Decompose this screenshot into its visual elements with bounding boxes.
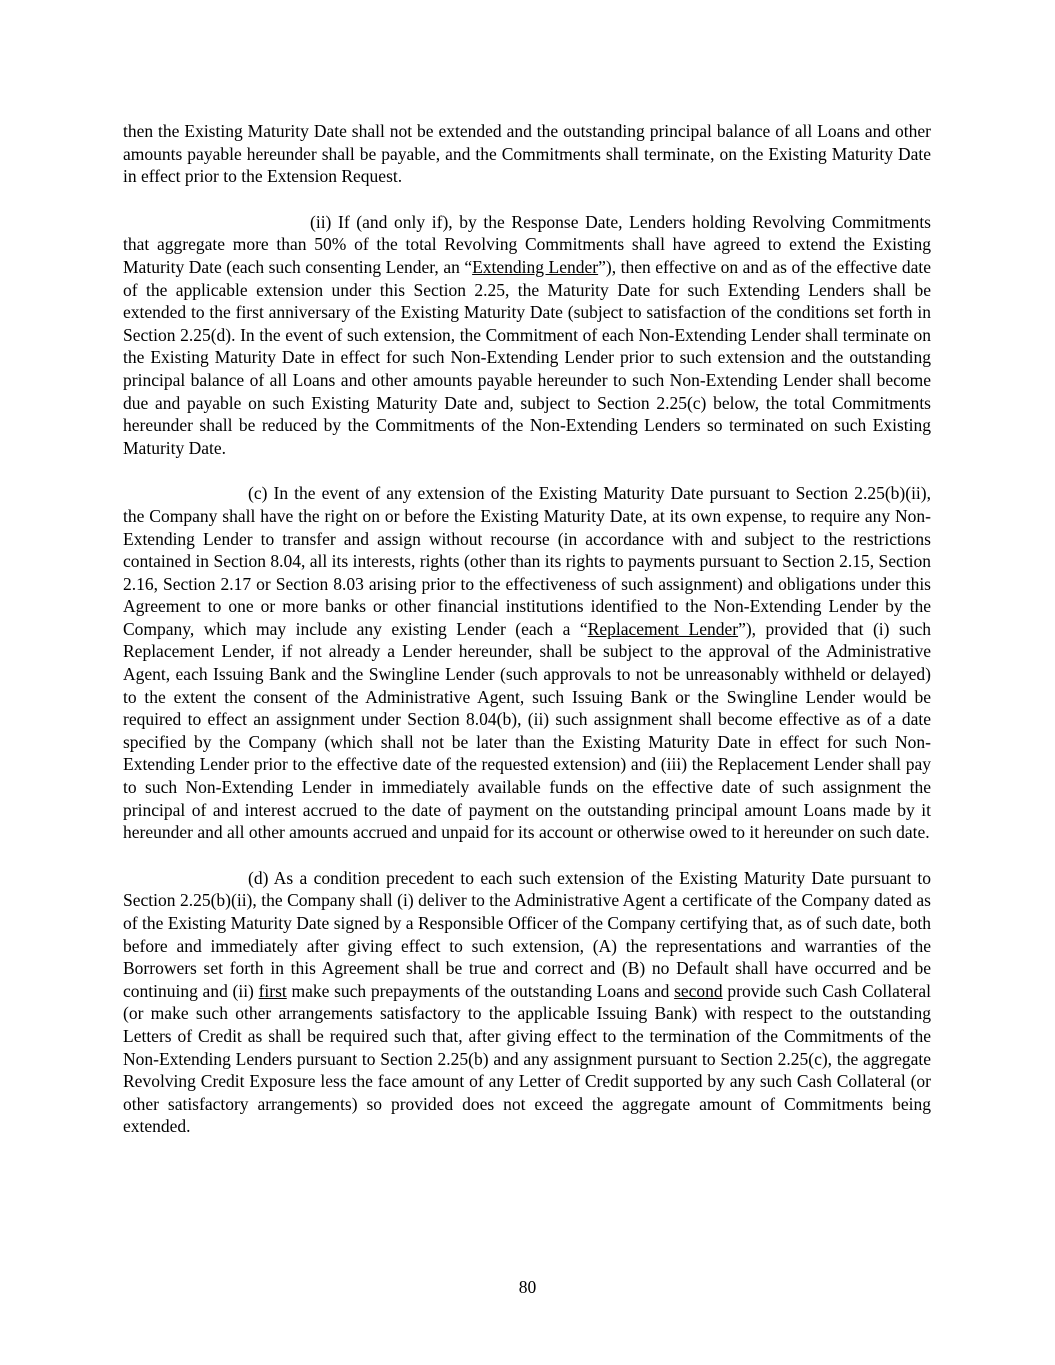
- paragraph-text: (d) As a condition precedent to each such extension of the Existing Maturity Date pursuant to Section 2.25(b)(ii), the Company shall (i) deliver to the Administrative Agent a certificate of the Company dated as of the Existing Maturity Date signed by a Responsible Officer of the Company certifying that, as of such date, both before and immediately after giving effect to such extension, (A) the representations and warranties of the Borrowers set forth in this Agreement shall be true and correct and (B) no Default shall have occurred and be continuing and (ii): [123, 867, 931, 1001]
- document-body: [123, 120, 931, 1138]
- defined-term: Replacement Lender: [587, 618, 739, 639]
- paragraph-text: ”), provided that (i) such Replacement Lender, if not already a Lender hereunder, shall be subject to the approval of the Administrative Agent, each Issuing Bank and the Swingline Lender (such approvals to not be unreasonably withheld or delayed) to the extent the consent of the Administrative Agent, such Issuing Bank or the Swingline Lender would be required to effect an assignment under Section 8.04(b), (ii) such assignment shall become effective as of a date specified by the Company (which shall not be later than the Existing Maturity Date in effect for such Non-Extending Lender prior to the effective date of the requested extension) and (iii) the Replacement Lender shall pay to such Non-Extending Lender in immediately available funds on the effective date of such assignment the principal of and interest accrued to the date of payment on the outstanding principal amount Loans made by it hereunder and all other amounts accrued and unpaid for its account or otherwise owed to it hereunder on such date.: [123, 618, 932, 843]
- paragraph-text: ”), then effective on and as of the effective date of the applicable extension under this Section 2.25, the Maturity Date for such Extending Lenders shall be extended to the first anniversary of the Existing Maturity Date (subject to satisfaction of the conditions set forth in Section 2.25(d). In the event of such extension, the Commitment of each Non-Extending Lender shall terminate on the Existing Maturity Date in effect for such Non-Extending Lender prior to such extension and the outstanding principal balance of all Loans and other amounts payable hereunder to such Non-Extending Lender shall become due and payable on such Existing Maturity Date and, subject to Section 2.25(c) below, the total Commitments hereunder shall be reduced by the Commitments of the Non-Extending Lenders so terminated on such Existing Maturity Date.: [123, 256, 931, 458]
- paragraph: [123, 211, 931, 460]
- paragraph-text: provide such Cash Collateral (or make such other arrangements satisfactory to the applicable Issuing Bank) with respect to the outstanding Letters of Credit as shall be required such that, after giving effect to the termination of the Commitments of the Non-Extending Lenders pursuant to Section 2.25(b) and any assignment pursuant to Section 2.25(c), the aggregate Revolving Credit Exposure less the face amount of any Letter of Credit supported by any such Cash Collateral (or other satisfactory arrangements) so provided does not exceed the aggregate amount of Commitments being extended.: [123, 980, 931, 1137]
- page-number: 80: [518, 1277, 537, 1297]
- paragraph: [123, 120, 931, 188]
- paragraph-text: make such prepayments of the outstanding Loans and: [286, 980, 675, 1001]
- defined-term: first: [258, 980, 287, 1001]
- paragraph-text: then the Existing Maturity Date shall not be extended and the outstanding principal balance of all Loans and other amounts payable hereunder shall be payable, and the Commitments shall terminate, on the Existing Maturity Date in effect prior to the Extension Request.: [123, 121, 931, 187]
- paragraph: [123, 867, 931, 1138]
- paragraph-text: (c) In the event of any extension of the Existing Maturity Date pursuant to Section 2.25(b)(ii), the Company shall have the right on or before the Existing Maturity Date, at its own expense, to require any Non-Extending Lender to transfer and assign without recourse (in accordance with and subject to the restrictions contained in Section 8.04, all its interests, rights (other than its rights to payments pursuant to Section 2.15, Section 2.16, Section 2.17 or Section 8.03 arising prior to the effectiveness of such assignment) and obligations under this Agreement to one or more banks or other financial institutions identified to the Non-Extending Lender by the Company, which may include any existing Lender (each a “: [123, 483, 931, 639]
- defined-term: second: [674, 980, 723, 1001]
- paragraph: [123, 482, 931, 844]
- defined-term: Extending Lender: [472, 256, 599, 277]
- paragraph-text: (ii) If (and only if), by the Response Date, Lenders holding Revolving Commitments that aggregate more than 50% of the total Revolving Commitments shall have agreed to extend the Existing Maturity Date (each such consenting Lender, an “: [123, 211, 931, 277]
